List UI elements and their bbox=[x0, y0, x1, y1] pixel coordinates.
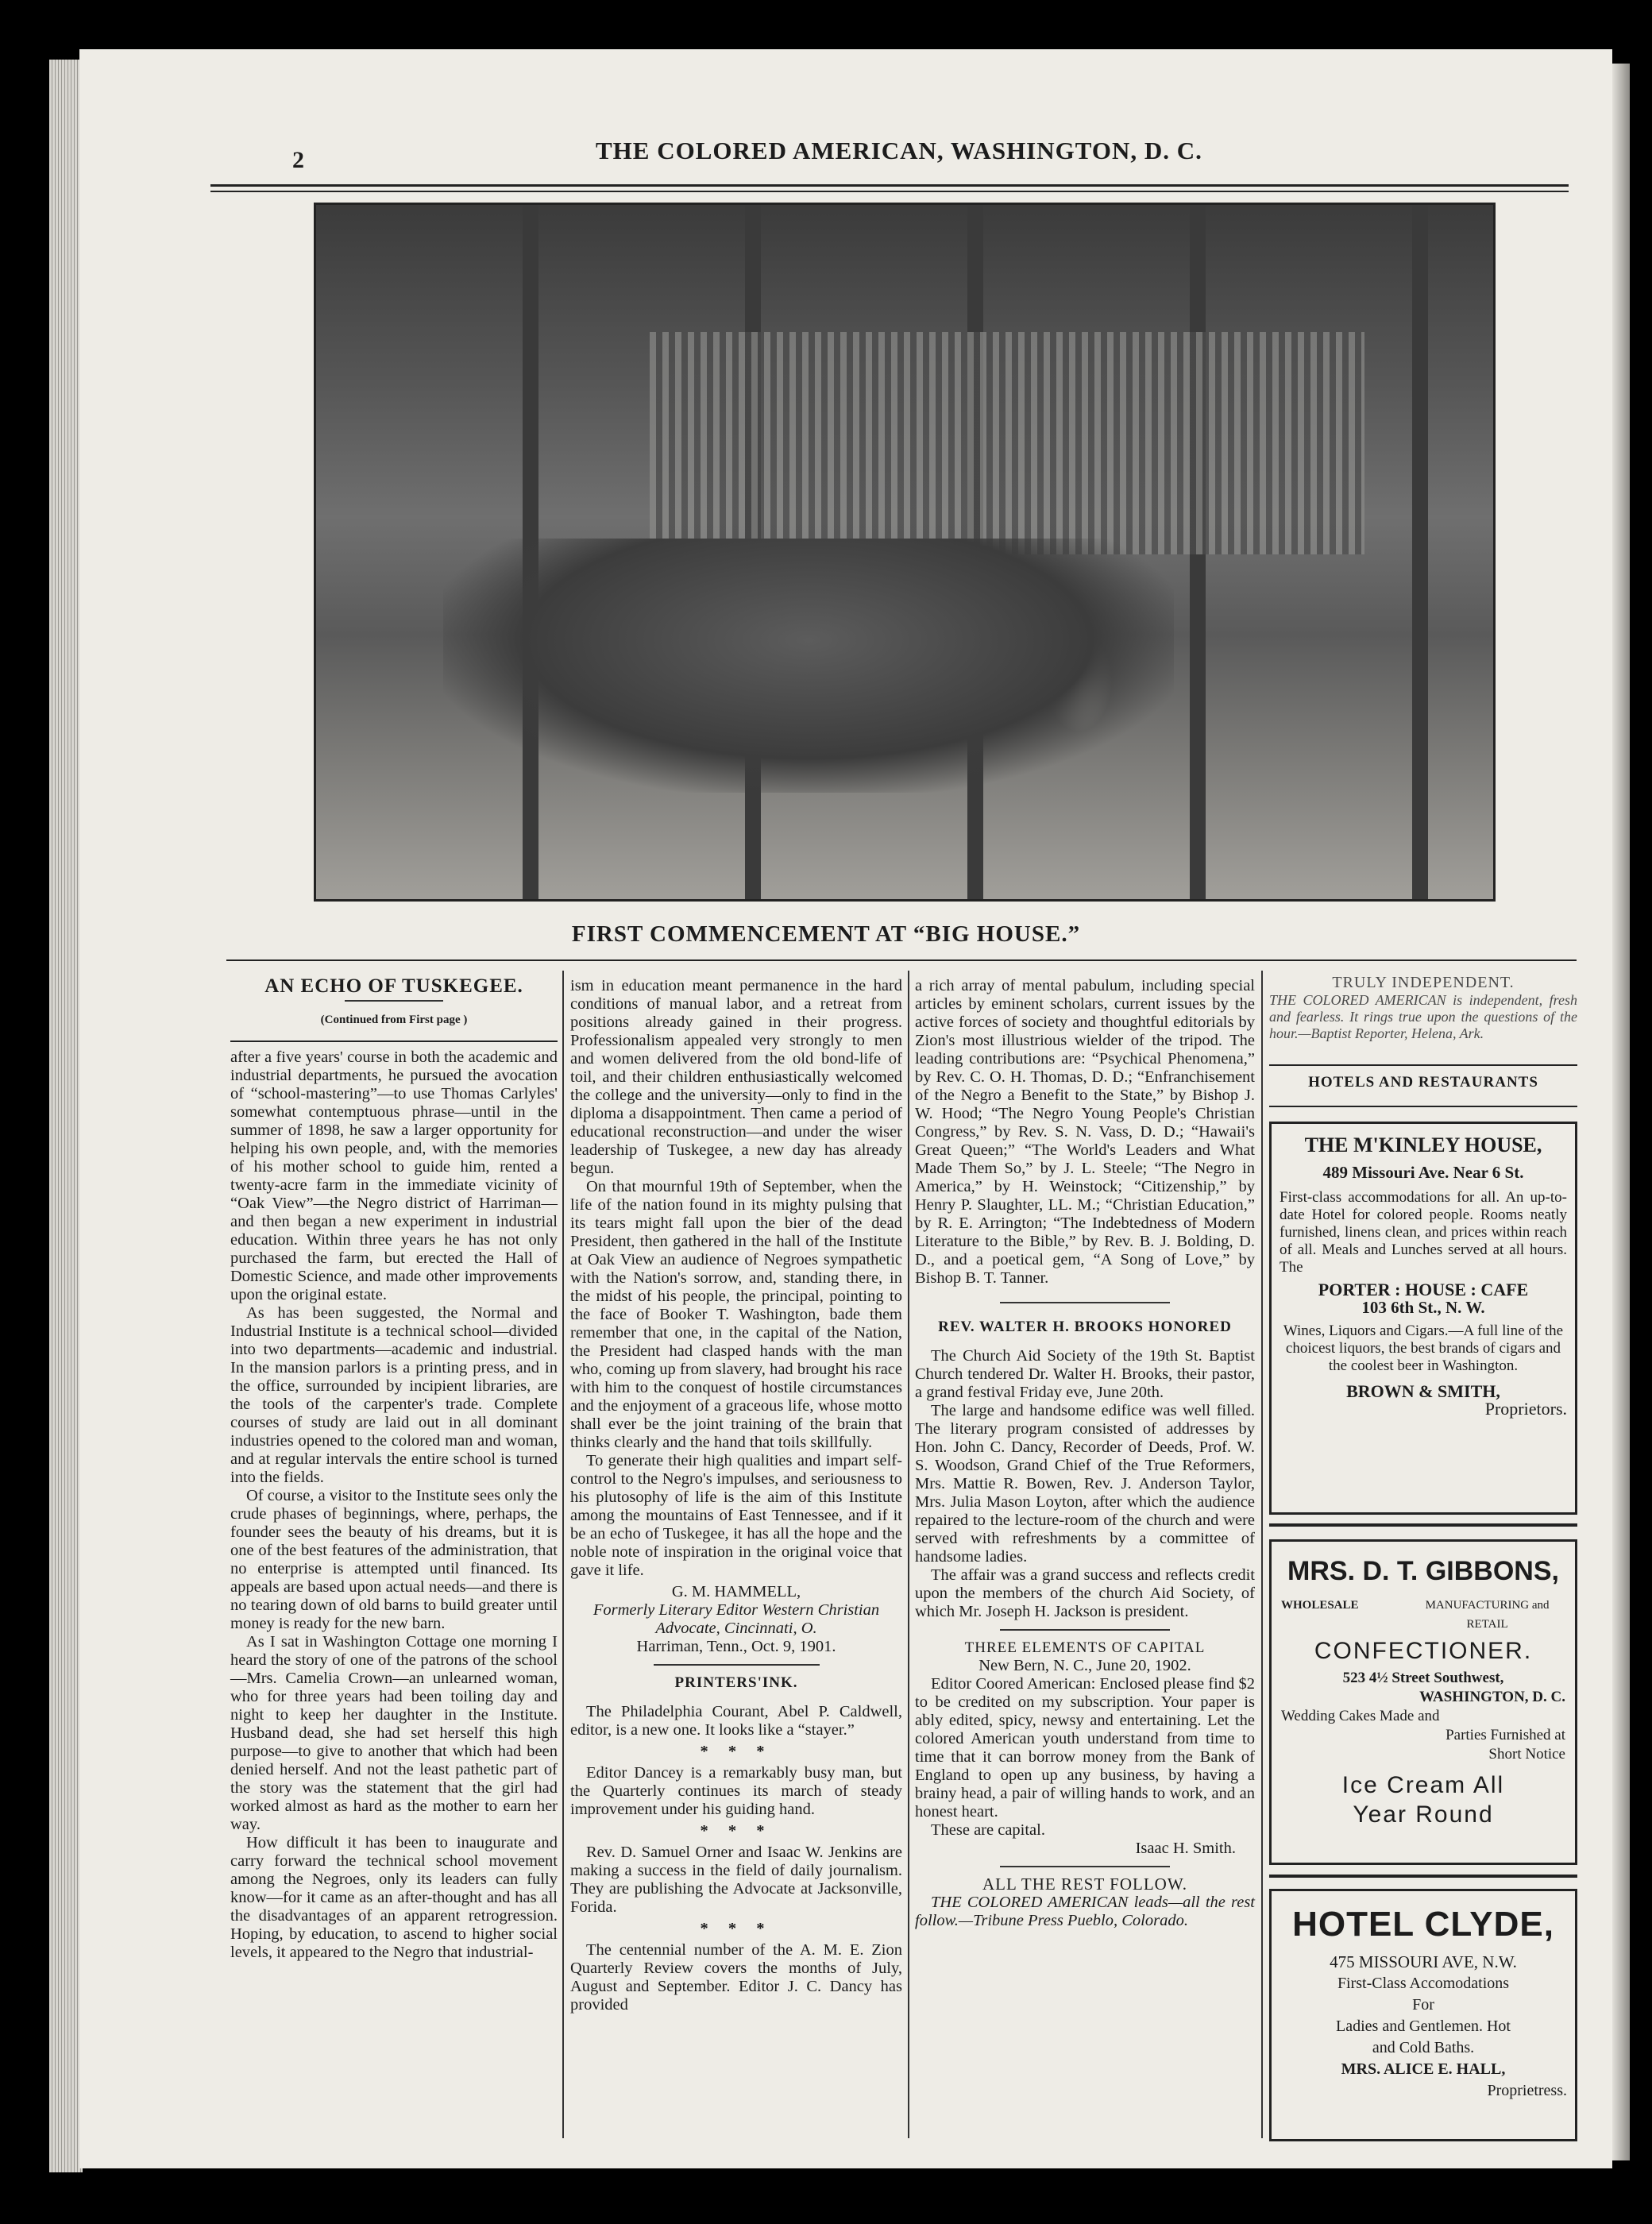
clyde-line3: Ladies and Gentlemen. Hot bbox=[1336, 2017, 1511, 2035]
mckinley-name: THE M'KINLEY HOUSE, bbox=[1304, 1133, 1542, 1156]
separator-stars: * * * bbox=[700, 1743, 773, 1760]
photo-caption: FIRST COMMENCEMENT AT “BIG HOUSE.” bbox=[571, 921, 1081, 947]
hotels-rule-top bbox=[1269, 1064, 1577, 1066]
hotels-rule-bottom bbox=[1269, 1106, 1577, 1107]
article-headline: AN ECHO OF TUSKEGEE. bbox=[264, 975, 523, 997]
article-paragraph: How difficult it has been to inaugurate and carry forward the technical school movement among the Negroes, only its leaders can fully know—for it came as an after-thought and has all the disadvantages of an apparent retrogression. Hoping, by education, to ascend to higher social levels, it appeared to the Negro that industrial- bbox=[230, 1834, 558, 1961]
section-rule bbox=[1000, 1629, 1170, 1631]
page-stack-edges bbox=[49, 60, 83, 2172]
porter-house-body: Wines, Liquors and Cigars.—A full line of the choicest liquors, the best brands of cigars and the coolest beer in Washington. bbox=[1283, 1322, 1564, 1374]
page-right-edge bbox=[1612, 64, 1630, 2160]
article-paragraph: As has been suggested, the Normal and Industrial Institute is a technical school—divided into two departments—academic and industrial. In the mansion parlors is a printing press, and in the office, surrounded by incipient libraries, are the tools of the carpenter's trade. Complete courses of study are laid out in all dominant industries opened to the colored man and woman, and at regular intervals the entire school is turned into the fields. bbox=[230, 1304, 558, 1486]
follow-text: THE COLORED AMERICAN leads—all the rest follow.—Tribune Press Pueblo, Colorado. bbox=[915, 1894, 1255, 1929]
article-paragraph: On that mournful 19th of September, when the life of the nation found in its mighty pulsing that its tears might fall upon the bier of the dead President, then gathered in the hall of the Institute at Oak View an audience of Negroes sympathetic with the Nation's sorrow, and, standing there, in the midst of his people, the principal, pointing to the face of Booker T. Washington, bade them remember that one, in the capital of the Nation, the President had clasped hands with the man who, coming up from slavery, had brought his race with him to the conquest of hostile circumstances and the enjoyment of a graceous life, whose motto shall ever be the joint training of the brain that thinks clearly and the hand that toils skillfully. bbox=[570, 1178, 902, 1451]
column-rule-2 bbox=[908, 971, 909, 2138]
headline-rule bbox=[345, 1000, 443, 1002]
porter-house-address: 103 6th St., N. W. bbox=[1361, 1298, 1485, 1317]
section-rule bbox=[654, 1664, 820, 1666]
gibbons-line3: Parties Furnished at bbox=[1446, 1727, 1565, 1743]
column-2 bbox=[570, 977, 902, 2014]
signature-title: Formerly Literary Editor Western Christian Advocate, Cincinnati, O. bbox=[592, 1601, 880, 1637]
hotels-heading: HOTELS AND RESTAURANTS bbox=[1308, 1074, 1538, 1091]
capital-signature: Isaac H. Smith. bbox=[1135, 1840, 1236, 1857]
article-paragraph: Of course, a visitor to the Institute sees only the crude phases of beginnings, where, perhaps, the founder sees the beauty of his dreams, but it is one of the best features of the administration, that no enterprise is attempted until financed. Its appeals are based upon actual needs—and there is no tearing down of old barns to build greater until money is ready for the new barn. bbox=[230, 1487, 558, 1632]
printers-ink-item: Rev. D. Samuel Orner and Isaac W. Jenkins are making a success in the field of daily journalism. They are publishing the Advocate at Jacksonville, Forida. bbox=[570, 1844, 902, 1916]
printers-ink-item: The Philadelphia Courant, Abel P. Caldwell, editor, is a new one. It looks like a “stayer.” bbox=[570, 1703, 902, 1739]
independent-notice bbox=[1269, 974, 1577, 1042]
article-paragraph: after a five years' course in both the academic and industrial departments, he pursued the avocation of “school-mastering”—to use Thomas Carlyles' somewhat contemptuous phrase—until in the summer of 1898, he saw a larger opportunity for helping his own people, and, with the memories of his mother school to guide him, rented a twenty-acre farm in the immediate vicinity of “Oak View”—the Negro district of Harriman—and then began a new experiment in industrial education. Within three years he has not only purchased the farm, but erected the Hall of Domestic Science, and made other improvements upon the original estate. bbox=[230, 1048, 558, 1303]
gibbons-ice2: Year Round bbox=[1353, 1801, 1494, 1828]
follow-headline: ALL THE REST FOLLOW. bbox=[982, 1875, 1187, 1894]
brooks-paragraph: The affair was a grand success and reflects credit upon the members of the church Aid Society, of which Mr. Joseph H. Jackson is president. bbox=[915, 1566, 1255, 1620]
gibbons-line1 bbox=[1281, 1596, 1565, 1634]
photo-crowd bbox=[443, 539, 1174, 793]
gibbons-name: MRS. D. T. GIBBONS, bbox=[1287, 1556, 1559, 1586]
continued-rule bbox=[230, 1041, 558, 1042]
clyde-line2: For bbox=[1412, 1996, 1434, 2014]
masthead-rule-bottom bbox=[210, 191, 1569, 192]
brooks-headline: REV. WALTER H. BROOKS HONORED bbox=[938, 1319, 1232, 1335]
mckinley-owners: BROWN & SMITH, bbox=[1346, 1381, 1500, 1401]
masthead-rule-top bbox=[210, 184, 1569, 187]
gibbons-ice1: Ice Cream All bbox=[1341, 1772, 1505, 1798]
printers-ink-item: Editor Dancey is a remarkably busy man, but the Quarterly continues its march of steady improvement under his guiding hand. bbox=[570, 1764, 902, 1818]
clyde-address: 475 MISSOURI AVE, N.W. bbox=[1330, 1952, 1517, 1971]
clyde-line1: First-Class Accomodations bbox=[1337, 1975, 1510, 1992]
mckinley-role: Proprietors. bbox=[1484, 1399, 1567, 1419]
separator-stars: * * * bbox=[700, 1822, 773, 1840]
independent-headline: TRULY INDEPENDENT. bbox=[1332, 974, 1515, 991]
signature-dateline: Harriman, Tenn., Oct. 9, 1901. bbox=[636, 1638, 836, 1655]
mckinley-house-ad bbox=[1269, 1122, 1577, 1515]
capital-dateline: New Bern, N. C., June 20, 1902. bbox=[978, 1657, 1191, 1674]
clyde-line4: and Cold Baths. bbox=[1372, 2039, 1475, 2056]
section-rule bbox=[1000, 1302, 1170, 1303]
gibbons-wholesale: WHOLESALE bbox=[1281, 1599, 1359, 1612]
continued-note: (Continued from First page ) bbox=[320, 1014, 468, 1026]
article-paragraph: a rich array of mental pabulum, including special articles by eminent scholars, current issues by the active forces of society and thoughtful editorials by Zion's most illustrious wielder of the tripod. The leading contributions are: “Psychical Phenomena,” by Rev. C. O. H. Thomas, D. D.; “Enfranchisement of the Negro a Benefit to the State,” by Bishop J. W. Hood; “The Negro Young People's Christian Congress,” by Rev. S. N. Vass, D. D.; “Hawaii's Great Queen;” “The World's Leaders and What Made Them So,” by J. L. Steele; “The Negro in America,” by H. Weinstock; “Citizenship,” by Henry P. Slaughter, LL. M.; “Christian Education,” by R. E. Arrington; “The Indebtedness of Modern Literature to the Bible,” by Rev. B. J. Bolding, D. D., and a poetical gem, “A Song of Love,” by Bishop B. T. Tanner. bbox=[915, 977, 1255, 1287]
section-rule bbox=[1000, 1866, 1170, 1867]
column-rule-1 bbox=[562, 971, 564, 2138]
gibbons-city: WASHINGTON, D. C. bbox=[1419, 1689, 1565, 1705]
gibbons-line2: Wedding Cakes Made and bbox=[1281, 1708, 1440, 1724]
masthead: THE COLORED AMERICAN, WASHINGTON, D. C. bbox=[596, 137, 1202, 164]
separator-stars: * * * bbox=[700, 1920, 773, 1937]
clyde-role: Proprietress. bbox=[1487, 2082, 1567, 2099]
brooks-paragraph: The Church Aid Society of the 19th St. Baptist Church tendered Dr. Walter H. Brooks, their pastor, a grand festival Friday eve, June 20th. bbox=[915, 1347, 1255, 1401]
gibbons-address: 523 4½ Street Southwest, bbox=[1342, 1670, 1504, 1686]
capital-paragraph: These are capital. bbox=[931, 1821, 1045, 1839]
printers-ink-item: The centennial number of the A. M. E. Zion Quarterly Review covers the months of July, August and September. Editor J. C. Dancy has provided bbox=[570, 1941, 902, 2014]
signature-name: G. M. HAMMELL, bbox=[671, 1583, 801, 1600]
gibbons-manufacturing: MANUFACTURING and RETAIL bbox=[1425, 1599, 1550, 1631]
gibbons-line4: Short Notice bbox=[1488, 1746, 1565, 1763]
caption-rule bbox=[226, 959, 1577, 961]
independent-text: THE COLORED AMERICAN is independent, fresh and fearless. It rings true upon the questions of the hour.—Baptist Reporter, Helena, Ark. bbox=[1269, 992, 1577, 1041]
article-paragraph: As I sat in Washington Cottage one morning I heard the story of one of the patrons of the school—Mrs. Camelia Crown—an unlearned woman, who for three years had been toiling day and night to keep her daughter in the Institute. Husband dead, she had set herself this high purpose—to give to another that which had been denied herself. And not the least pathetic part of the story was the statement that the girl had worked almost as hard as the mother to earn her way. bbox=[230, 1633, 558, 1833]
column-3 bbox=[915, 977, 1255, 1930]
article-paragraph: ism in education meant permanence in the hard conditions of manual labor, and a retreat from positions already gained in their progress. Professionalism appealed very strongly to men and women delivered from the old bond-life of toil, and their children enthusiastically welcomed the college and the university—only to find in the diploma a disappointment. Then came a period of educational reconstruction—and under the wiser leadership of Tuskegee, a new day has already begun. bbox=[570, 977, 902, 1177]
page-number: 2 bbox=[292, 147, 304, 173]
article-paragraph: To generate their high qualities and impart self-control to the Negro's impulses, and seriousness to his plutosophy of life is the aim of this Institute among the mountains of East Tennessee, and if it be an echo of Tuskegee, it has all the hope and the noble note of inspiration in the original voice that gave it life. bbox=[570, 1452, 902, 1579]
mckinley-body: First-class accommodations for all. An up-to-date Hotel for colored people. Rooms neatly furnished, linens clean, and prices within reach of all. Meals and Lunches served at all hours. The bbox=[1280, 1189, 1567, 1276]
capital-paragraph: Editor Coored American: Enclosed please find $2 to be credited on my subscription. Your paper is ably edited, spicy, newsy and entertaining. Let the colored American youth understand from time to time that it can borrow money from the Bank of England to open up any business, by having a brainy head, a pair of willing hands to work, and an honest heart. bbox=[915, 1675, 1255, 1821]
column-1 bbox=[230, 977, 558, 1962]
capital-headline: THREE ELEMENTS OF CAPITAL bbox=[964, 1639, 1206, 1656]
clyde-owner: MRS. ALICE E. HALL, bbox=[1341, 2060, 1506, 2078]
commencement-photo bbox=[314, 203, 1496, 902]
brooks-paragraph: The large and handsome edifice was well filled. The literary program consisted of addresses by Hon. John C. Dancy, Recorder of Deeds, Prof. W. S. Woodson, Grand Chief of the True Reformers, Mrs. Mattie R. Bowen, Rev. J. Anderson Taylor, Mrs. Julia Mason Loyton, after which the audience repaired to the lecture-room of the church and were served with refreshments by a committee of handsome ladies. bbox=[915, 1402, 1255, 1566]
hotel-clyde-ad bbox=[1269, 1889, 1577, 2141]
photo-house bbox=[650, 332, 1364, 554]
column-rule-3 bbox=[1261, 971, 1263, 2138]
ad-separator bbox=[1269, 1875, 1577, 1878]
mckinley-address: 489 Missouri Ave. Near 6 St. bbox=[1322, 1163, 1524, 1182]
ad-separator bbox=[1269, 1523, 1577, 1527]
gibbons-trade: CONFECTIONER. bbox=[1314, 1638, 1533, 1664]
clyde-name: HOTEL CLYDE, bbox=[1292, 1905, 1554, 1944]
gibbons-confectioner-ad bbox=[1269, 1539, 1577, 1865]
porter-house-name: PORTER : HOUSE : CAFE bbox=[1318, 1280, 1529, 1299]
printers-ink-headline: PRINTERS'INK. bbox=[674, 1674, 798, 1691]
